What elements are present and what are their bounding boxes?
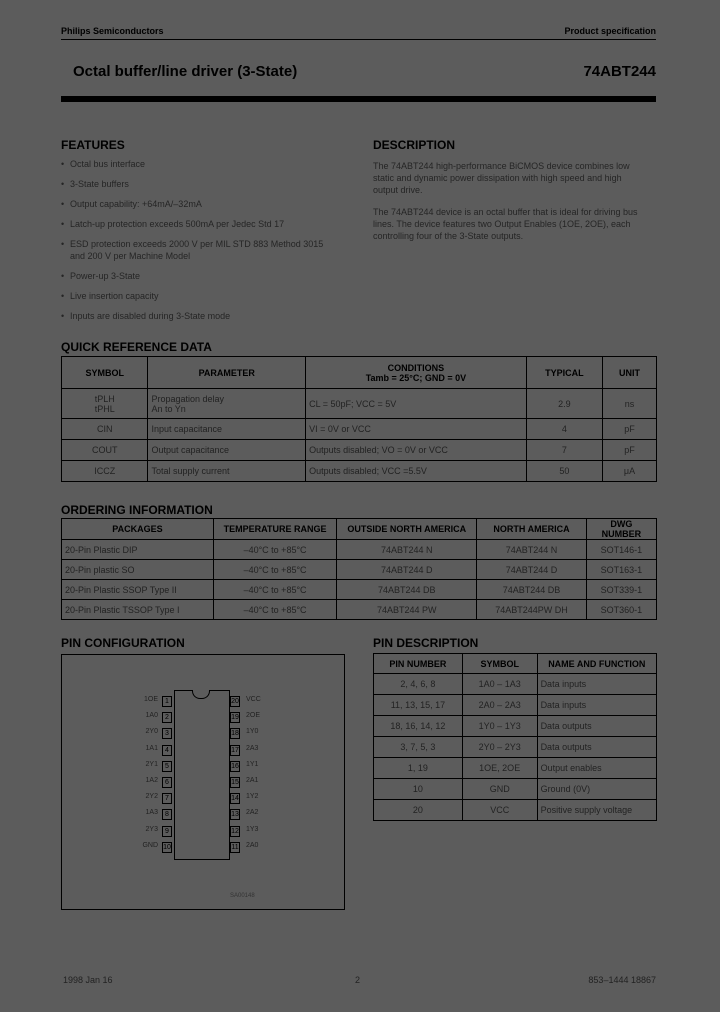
pin-number-right: 12 [231, 828, 239, 835]
ord-cell: –40°C to +85°C [213, 580, 336, 600]
pin-number-left: 10 [163, 844, 171, 851]
pin-desc-table [373, 653, 657, 821]
pin-name-left: 1A1 [145, 745, 158, 752]
qr-symbol-line: COUT [91, 445, 118, 455]
ord-cell: 74ABT244 N [337, 540, 477, 560]
ord-cell: SOT360-1 [586, 600, 656, 620]
pd-col-header: SYMBOL [462, 654, 537, 674]
table-row [374, 674, 657, 695]
qr-symbol [62, 461, 148, 482]
table-row [374, 695, 657, 716]
ord-cell: 74ABT244 N [477, 540, 586, 560]
ord-cell: SOT339-1 [586, 580, 656, 600]
doc-title: Octal buffer/line driver (3-State) [73, 63, 298, 80]
qr-param-line: An to Yn [151, 403, 186, 414]
qr-param-line: Propagation delay [151, 393, 224, 404]
quick-ref-heading: QUICK REFERENCE DATA [61, 340, 212, 354]
pin-name-right: 1Y2 [246, 793, 259, 800]
title-rule [61, 96, 656, 102]
pin-config-heading: PIN CONFIGURATION [61, 636, 185, 650]
ord-cell: 74ABT244 DB [477, 580, 586, 600]
qr-param [148, 389, 306, 419]
features-heading: FEATURES [61, 138, 125, 152]
qr-typical: 4 [526, 419, 602, 440]
pd-cell: 1Y0 – 1Y3 [462, 716, 537, 737]
pin-number-left: 2 [162, 712, 172, 723]
qr-col-unit: UNIT [603, 357, 657, 389]
pd-cell: Positive supply voltage [537, 800, 656, 821]
table-row [62, 461, 657, 482]
pin-name-right: 2A2 [246, 809, 259, 816]
table-row [62, 560, 657, 580]
pin-number-right: 19 [231, 714, 239, 721]
qr-param-line: Total supply current [151, 466, 230, 476]
qr-cond-line2: Tamb = 25°C; GND = 0V [365, 372, 467, 383]
pin-number-right: 18 [231, 730, 239, 737]
feature-item: Live insertion capacity [70, 291, 159, 301]
bullet-icon: • [61, 219, 65, 229]
pd-cell: 2Y0 – 2Y3 [462, 737, 537, 758]
qr-symbol-line: tPHL [94, 403, 115, 414]
pin-name-right: 2OE [246, 712, 261, 719]
bullet-icon: • [61, 311, 65, 321]
pin-number-left: 4 [162, 745, 172, 756]
pin-name-left: 1A0 [145, 712, 158, 719]
ord-cell: 74ABT244 PW [337, 600, 477, 620]
bullet-icon: • [61, 159, 65, 169]
table-row [374, 716, 657, 737]
qr-cond: CL = 50pF; VCC = 5V [306, 389, 527, 419]
ord-cell: 74ABT244 DB [337, 580, 477, 600]
pin-name-right: 2A3 [246, 745, 259, 752]
pd-cell: Output enables [537, 758, 656, 779]
ord-cell: 74ABT244 D [337, 560, 477, 580]
ord-col-header: DWG NUMBER [586, 519, 656, 540]
pd-cell: Ground (0V) [537, 779, 656, 800]
feature-item: Output capability: +64mA/–32mA [70, 199, 202, 209]
ord-cell: 74ABT244PW DH [477, 600, 586, 620]
pin-number-left: 8 [162, 809, 172, 820]
table-row [62, 600, 657, 620]
qr-unit: pF [603, 440, 657, 461]
desc-p2-line: lines. The device features two Output Enables (1OE, 2OE), each [373, 219, 631, 229]
pd-cell: Data outputs [537, 737, 656, 758]
pin-name-right: 1Y3 [246, 826, 259, 833]
ord-cell: –40°C to +85°C [213, 560, 336, 580]
pd-cell: 1A0 – 1A3 [462, 674, 537, 695]
qr-cond: VI = 0V or VCC [306, 419, 527, 440]
qr-param [148, 461, 306, 482]
table-row [374, 800, 657, 821]
pd-cell: 2A0 – 2A3 [462, 695, 537, 716]
qr-symbol [62, 440, 148, 461]
pin-name-left: 1A2 [145, 777, 158, 784]
company-name: Philips Semiconductors [61, 26, 164, 36]
feature-item: Latch-up protection exceeds 500mA per Jedec Std 17 [70, 219, 285, 229]
bullet-icon: • [61, 179, 65, 189]
qr-symbol [62, 419, 148, 440]
pin-number-left: 3 [162, 728, 172, 739]
figure-id: SA00148 [230, 893, 255, 899]
description-p2 [373, 206, 663, 242]
qr-unit: ns [603, 389, 657, 419]
qr-symbol-line: CIN [96, 424, 113, 434]
qr-param-line: Input capacitance [151, 424, 222, 434]
description-heading: DESCRIPTION [373, 138, 456, 152]
feature-item: Octal bus interface [70, 159, 146, 169]
pd-col-header: NAME AND FUNCTION [537, 654, 656, 674]
table-row [62, 540, 657, 560]
qr-symbol-line: ICCZ [94, 466, 116, 476]
pd-cell: 1OE, 2OE [462, 758, 537, 779]
bullet-icon: • [61, 199, 65, 209]
table-row [62, 389, 657, 419]
qr-cond: Outputs disabled; VO = 0V or VCC [306, 440, 527, 461]
quick-ref-table [61, 356, 657, 482]
pd-cell: GND [462, 779, 537, 800]
pd-cell: 1, 19 [374, 758, 463, 779]
pin-number-right: 11 [231, 844, 239, 851]
pin-name-left: 2Y3 [145, 826, 158, 833]
pin-number-right: 16 [231, 763, 239, 770]
pin-number-left: 5 [162, 761, 172, 772]
ordering-table [61, 518, 657, 620]
desc-p1-line: static and dynamic power dissipation with high speed and high [373, 173, 622, 183]
ord-cell: 20-Pin Plastic DIP [62, 540, 214, 560]
pin-number-right: 17 [231, 747, 239, 754]
bullet-icon: • [61, 271, 65, 281]
pin-number-right: 14 [231, 795, 239, 802]
qr-symbol [62, 389, 148, 419]
pin-name-left: 1A3 [145, 809, 158, 816]
pin-number-right: 15 [231, 779, 239, 786]
pd-cell: Data outputs [537, 716, 656, 737]
pd-cell: 11, 13, 15, 17 [374, 695, 463, 716]
feature-item: Inputs are disabled during 3-State mode [70, 311, 231, 321]
ord-col-header: OUTSIDE NORTH AMERICA [337, 519, 477, 540]
qr-unit: μA [603, 461, 657, 482]
qr-param [148, 440, 306, 461]
feature-item: and 200 V per Machine Model [70, 251, 191, 261]
qr-typical: 7 [526, 440, 602, 461]
footer-date: 1998 Jan 16 [63, 975, 113, 985]
ord-cell: SOT163-1 [586, 560, 656, 580]
qr-unit: pF [603, 419, 657, 440]
table-row [374, 779, 657, 800]
pd-cell: Data inputs [537, 674, 656, 695]
pin-name-right: VCC [246, 696, 261, 703]
description-p1 [373, 160, 663, 196]
pd-cell: Data inputs [537, 695, 656, 716]
bullet-icon: • [61, 239, 65, 249]
qr-col-typical: TYPICAL [526, 357, 602, 389]
ord-cell: –40°C to +85°C [213, 600, 336, 620]
ord-cell: 20-Pin plastic SO [62, 560, 214, 580]
desc-p2-line: The 74ABT244 device is an octal buffer that is ideal for driving bus [373, 207, 638, 217]
ord-cell: SOT146-1 [586, 540, 656, 560]
pin-name-right: 2A0 [246, 842, 259, 849]
pin-number-left: 1 [162, 696, 172, 707]
pin-name-right: 1Y1 [246, 761, 259, 768]
pin-name-left: 2Y2 [145, 793, 158, 800]
pd-cell: 18, 16, 14, 12 [374, 716, 463, 737]
doc-type: Product specification [564, 26, 656, 36]
ord-col-header: PACKAGES [62, 519, 214, 540]
qr-col-symbol: SYMBOL [62, 357, 148, 389]
qr-typical: 2.9 [526, 389, 602, 419]
table-row [374, 737, 657, 758]
pd-cell: 3, 7, 5, 3 [374, 737, 463, 758]
table-row [62, 419, 657, 440]
ord-cell: 20-Pin Plastic TSSOP Type I [62, 600, 214, 620]
pin-name-right: 1Y0 [246, 728, 259, 735]
part-number: 74ABT244 [583, 63, 656, 80]
ord-cell: 20-Pin Plastic SSOP Type II [62, 580, 214, 600]
pin-number-left: 6 [162, 777, 172, 788]
qr-cond: Outputs disabled; VCC =5.5V [306, 461, 527, 482]
qr-param-line: Output capacitance [151, 445, 229, 455]
desc-p1-line: output drive. [373, 185, 423, 195]
table-row [62, 440, 657, 461]
feature-item: 3-State buffers [70, 179, 129, 189]
bullet-icon: • [61, 291, 65, 301]
pin-number-left: 7 [162, 793, 172, 804]
footer-code: 853–1444 18867 [588, 975, 656, 985]
ord-cell: –40°C to +85°C [213, 540, 336, 560]
ord-col-header: TEMPERATURE RANGE [213, 519, 336, 540]
qr-param [148, 419, 306, 440]
pin-desc-heading: PIN DESCRIPTION [373, 636, 479, 650]
pin-name-left: GND [142, 842, 158, 849]
desc-p2-line: controlling four of the 3-State outputs. [373, 231, 524, 241]
pin-name-left: 2Y1 [145, 761, 158, 768]
pd-cell: VCC [462, 800, 537, 821]
qr-col-cond [306, 357, 527, 389]
pd-cell: 2, 4, 6, 8 [374, 674, 463, 695]
qr-col-param: PARAMETER [148, 357, 306, 389]
pin-number-right: 20 [231, 698, 239, 705]
table-row [374, 758, 657, 779]
pd-col-header: PIN NUMBER [374, 654, 463, 674]
pin-number-right: 13 [231, 811, 239, 818]
desc-p1-line: The 74ABT244 high-performance BiCMOS device combines low [373, 161, 630, 171]
feature-item: Power-up 3-State [70, 271, 141, 281]
ordering-heading: ORDERING INFORMATION [61, 503, 213, 517]
ord-col-header: NORTH AMERICA [477, 519, 586, 540]
table-row [62, 580, 657, 600]
qr-cond-line1: CONDITIONS [387, 362, 445, 373]
pin-name-left: 1OE [143, 696, 158, 703]
dip-package [174, 690, 230, 860]
pin-name-right: 2A1 [246, 777, 259, 784]
pd-cell: 20 [374, 800, 463, 821]
pin-name-left: 2Y0 [145, 728, 158, 735]
footer-page: 2 [355, 975, 361, 985]
ord-cell: 74ABT244 D [477, 560, 586, 580]
feature-item: ESD protection exceeds 2000 V per MIL STD 883 Method 3015 [70, 239, 324, 249]
pd-cell: 10 [374, 779, 463, 800]
pin-number-left: 9 [162, 826, 172, 837]
qr-typical: 50 [526, 461, 602, 482]
header-rule [61, 39, 656, 40]
qr-symbol-line: tPLH [94, 393, 115, 404]
